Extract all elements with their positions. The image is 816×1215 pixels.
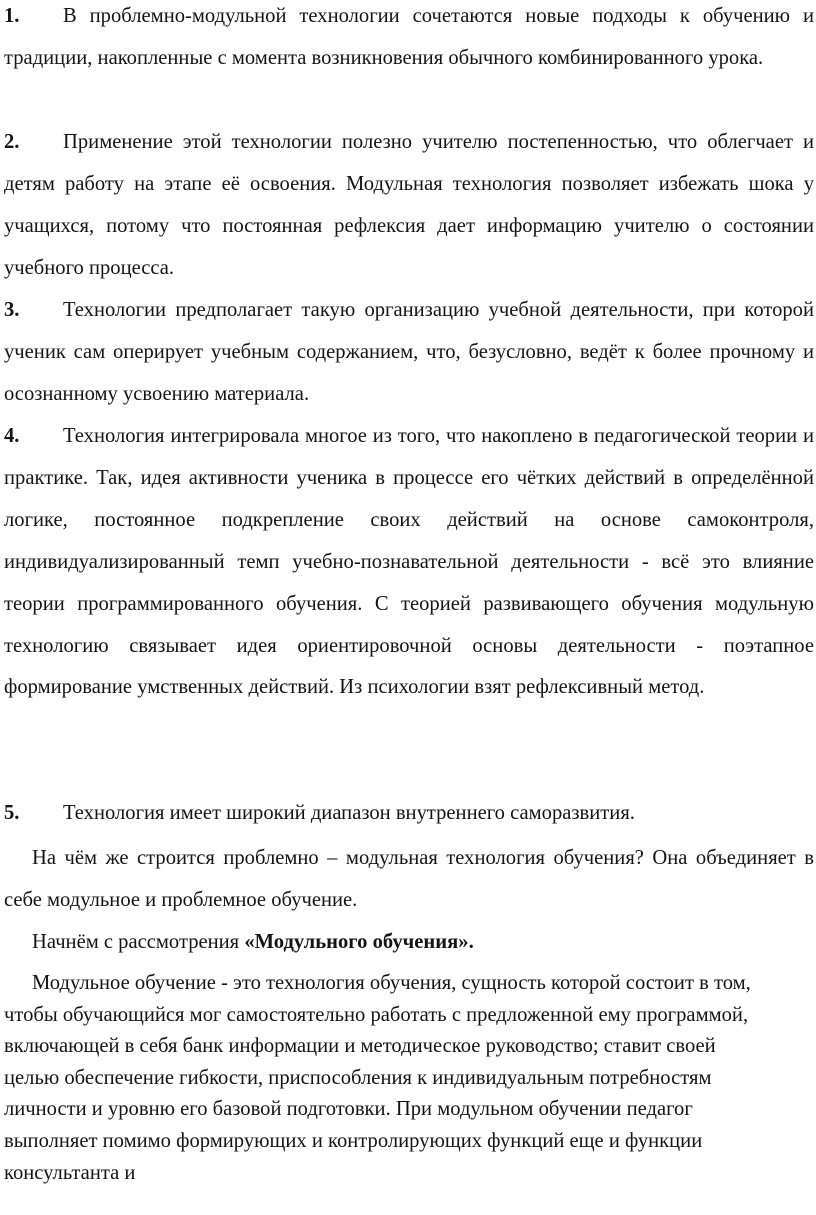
list-item-text: В проблемно-модульной технологии сочетаются новые подходы к обучению и традиции, накопленные с момента возникновения обычного комбинированного урока. [4, 5, 814, 69]
list-item [4, 290, 814, 416]
intro-paragraph [4, 922, 814, 964]
intro-bold-text: «Модульного обучения». [244, 931, 474, 953]
list-item-text: Технология интегрировала многое из того, что накоплено в педагогической теории и практике. Так, идея активности ученика в процессе его чётких действий в определённой логике, постоянное подкрепление своих действий на основе самоконтроля, индивидуализированный темп учебно-познавательной деятельности - всё это влияние теории программированного обучения. С теорией развивающего обучения модульную технологию связывает идея ориентировочной основы деятельности - поэтапное формирование умственных действий. Из психологии взят рефлексивный метод. [4, 425, 814, 699]
list-item [4, 793, 814, 835]
list-item-text: Применение этой технологии полезно учителю постепенностью, что облегчает и детям работу на этапе её освоения. Модульная технология позволяет избежать шока у учащихся, потому что постоянная рефлексия дает информацию учителю о состоянии учебного процесса. [4, 131, 814, 279]
list-item-text: Технологии предполагает такую организацию учебной деятельности, при которой ученик сам оперирует учебным содержанием, что, безусловно, ведёт к более прочному и осознанному усвоению материала. [4, 299, 814, 405]
list-item-number: 5. [4, 802, 20, 824]
list-item-number: 2. [4, 131, 20, 153]
list-item-number: 3. [4, 299, 20, 321]
list-item-number: 4. [4, 425, 20, 447]
list-item [4, 122, 814, 290]
intro-text: Начнём с рассмотрения [32, 931, 245, 953]
list-item [4, 416, 814, 709]
list-item-text: Технология имеет широкий диапазон внутреннего саморазвития. [63, 802, 635, 824]
list-item-number: 1. [4, 5, 20, 27]
list-item [4, 0, 814, 80]
definition-paragraph: Модульное обучение - это технология обучения, сущность которой состоит в том, чтобы обучающийся мог самостоятельно работать с предложенной ему программой, включающей в себя банк информации и методическое руководство; ставит своей целью обеспечение гибкости, приспособления к индивидуальным потребностям личности и уровню его базовой подготовки. При модульном обучении педагог выполняет помимо формирующих и контролирующих функций еще и функции консультанта и [4, 972, 751, 1184]
question-paragraph: На чём же строится проблемно – модульная технология обучения? Она объединяет в себе модульное и проблемное обучение. [4, 847, 814, 911]
